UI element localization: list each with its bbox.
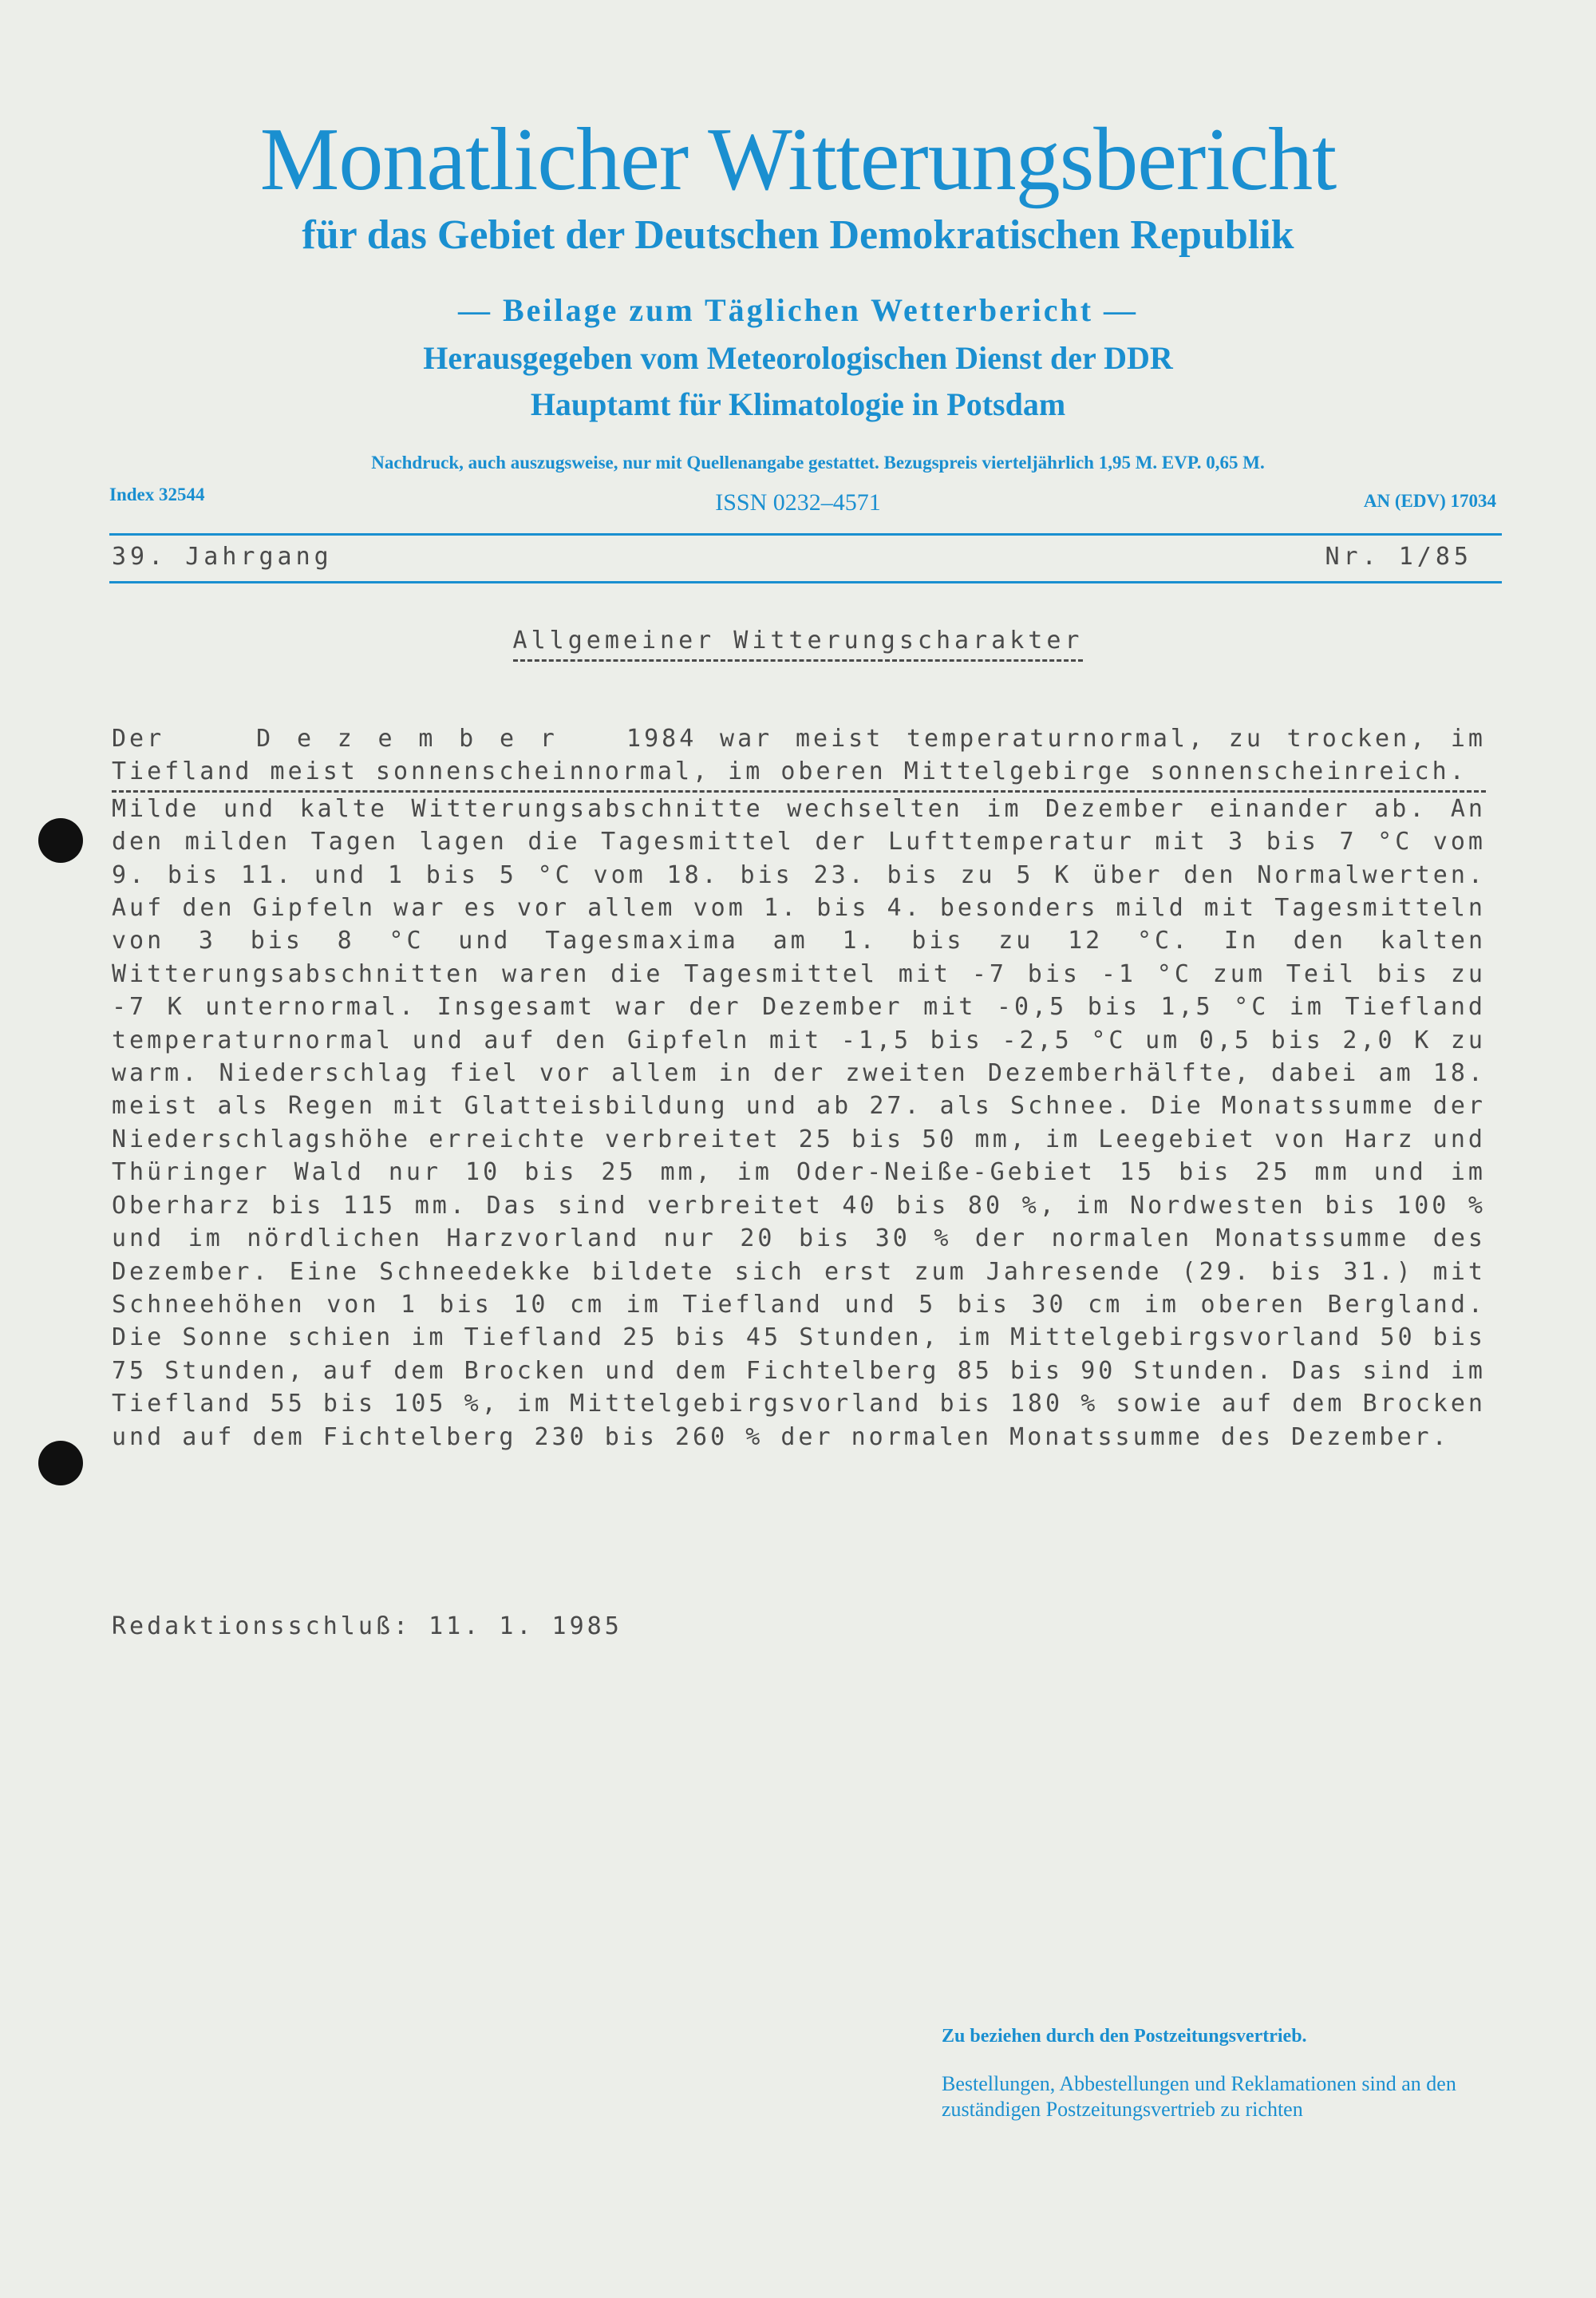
issn: ISSN 0232–4571 — [715, 489, 881, 516]
report-subtitle: für das Gebiet der Deutschen Demokratischen Republik — [302, 212, 1294, 258]
hauptamt-line: Hauptamt für Klimatologie in Potsdam — [530, 386, 1066, 422]
main-paragraph: Milde und kalte Witterungsabschnitte wechselten im Dezember einander ab. An den milden Tagen lagen die Tagesmittel der Lufttemperatur mit 3 bis 7 °C vom 9. bis 11. und 1 bis 5 °C vom 18. bis 23. bis zu 5 K über den Normalwerten. Auf den Gipfeln war es vor allem vom 1. bis 4. besonders mild mit Tagesmitteln von 3 bis 8 °C und Tagesmaxima am 1. bis zu 12 °C. In den kalten Witterungsabschnitten waren die Tagesmittel mit -7 bis -1 °C zum Teil bis zu -7 K unternormal. Insgesamt war der Dezember mit -0,5 bis 1,5 °C im Tiefland temperaturnormal und auf den Gipfeln mit -1,5 bis -2,5 °C um 0,5 bis 2,0 K zu warm. Niederschlag fiel vor allem in der zweiten Dezemberhälfte, dabei am 18. meist als Regen mit Glatteisbildung und ab 27. als Schnee. Die Monatssumme der Niederschlagshöhe erreichte verbreitet 25 bis 50 mm, im Leegebiet von Harz und Thüringer Wald nur 10 bis 25 mm, im Oder-Neiße-Gebiet 15 bis 25 mm und im Oberharz bis 115 mm. Das sind verbreitet 40 bis 80 %, im Nordwesten bis 100 % und im nördlichen Harzvorland nur 20 bis 30 % der normalen Monatssumme des Dezember. Eine Schneedekke bildete sich erst zum Jahresende (29. bis 31.) mit Schneehöhen von 1 bis 10 cm im Tiefland und 5 bis 30 cm im oberen Bergland. Die Sonne schien im Tiefland 25 bis 45 Stunden, im Mittelgebirgsvorland 50 bis 75 Stunden, auf dem Brocken und dem Fichtelberg 85 bis 90 Stunden. Das sind im Tiefland 55 bis 105 %, im Mittelgebirgsvorland bis 180 % sowie auf dem Brocken und auf dem Fichtelberg 230 bis 260 % der normalen Monatssumme des Dezember. — [112, 794, 1486, 1451]
distribution-heading: Zu beziehen durch den Postzeitungsvertrieb. — [942, 2026, 1307, 2047]
editorial-deadline: Redaktionsschluß: 11. 1. 1985 — [112, 1612, 622, 1640]
distribution-note — [942, 2023, 1500, 2122]
bottom-rule — [109, 581, 1502, 583]
punch-hole-top — [38, 818, 83, 863]
issue-number: Nr. 1/85 — [1325, 543, 1472, 571]
report-body — [112, 722, 1504, 1454]
punch-hole-bottom — [38, 1441, 83, 1485]
section-heading: Allgemeiner Witterungscharakter — [0, 627, 1596, 655]
order-info: Bestellungen, Abbestellungen und Reklamationen sind an den zuständigen Postzeitungsvertrieb zu richten — [942, 2072, 1456, 2121]
jahrgang: 39. Jahrgang — [112, 543, 333, 571]
beilage-line: — Beilage zum Täglichen Wetterbericht — — [457, 292, 1139, 328]
publisher-line: Herausgegeben vom Meteorologischen Dienst der DDR — [423, 340, 1173, 376]
report-title: Monatlicher Witterungsbericht — [259, 110, 1337, 209]
top-rule — [109, 533, 1502, 536]
index-number: Index 32544 — [109, 485, 205, 504]
an-number: AN (EDV) 17034 — [1363, 491, 1496, 511]
reprint-notice: Nachdruck, auch auszugsweise, nur mit Quellenangabe gestattet. Bezugspreis vierteljährlich 1,95 M. EVP. 0,65 M. — [371, 453, 1265, 473]
intro-paragraph: Der D e z e m b e r 1984 war meist temperaturnormal, zu trocken, im Tiefland meist sonnenscheinnormal, im oberen Mittelgebirge sonnenscheinreich. — [112, 722, 1486, 793]
